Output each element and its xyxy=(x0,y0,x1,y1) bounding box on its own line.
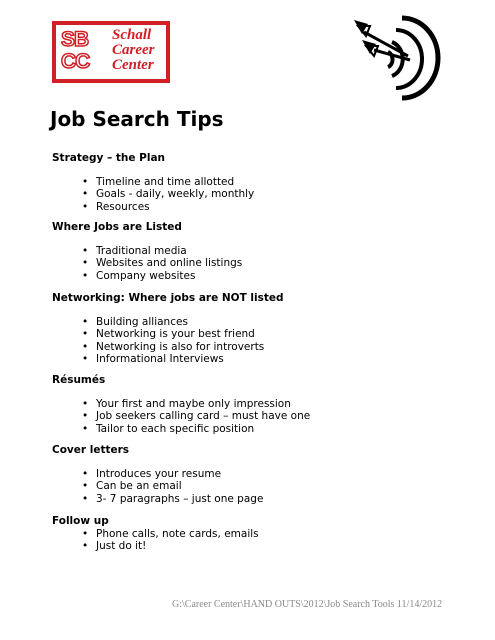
logo-word-career: Career xyxy=(112,42,155,58)
bullet-list xyxy=(52,398,452,435)
logo-word-center: Center xyxy=(112,57,154,73)
list-item: • Just do it! xyxy=(82,540,147,553)
logo-word-schall: Schall xyxy=(112,27,152,43)
section-heading: Networking: Where jobs are NOT listed xyxy=(52,292,284,304)
list-item: • Job seekers calling card – must have one xyxy=(82,410,311,423)
section-networking xyxy=(52,291,452,365)
section-strategy xyxy=(52,151,452,213)
list-item: • Traditional media xyxy=(82,245,187,257)
bullet-list xyxy=(52,528,452,553)
section-heading: Résumés xyxy=(52,374,106,386)
target-with-darts-icon xyxy=(350,12,442,102)
section-resumes xyxy=(52,373,452,435)
bullet-list xyxy=(52,176,452,213)
list-item: • Introduces your resume xyxy=(82,468,222,480)
section-cover-letters xyxy=(52,443,452,505)
list-item: • Timeline and time allotted xyxy=(82,176,235,188)
list-item: • Building alliances xyxy=(82,316,188,328)
bullet-list xyxy=(52,245,452,282)
list-item: • 3- 7 paragraphs – just one page xyxy=(82,492,264,505)
list-item: • Can be an email xyxy=(82,480,182,493)
bullet-list xyxy=(52,316,452,365)
footer-file-path: G:\Career Center\HAND OUTS\2012\Job Search Tools 11/14/2012 xyxy=(172,599,443,610)
list-item: • Your first and maybe only impression xyxy=(82,398,291,410)
section-heading: Where Jobs are Listed xyxy=(52,221,182,233)
section-heading: Strategy – the Plan xyxy=(52,152,166,164)
page-title: Job Search Tips xyxy=(50,107,224,131)
list-item: • Websites and online listings xyxy=(82,257,243,270)
list-item: • Goals - daily, weekly, monthly xyxy=(82,188,255,201)
section-heading: Follow up xyxy=(52,515,109,527)
logo xyxy=(52,21,170,83)
list-item: • Networking is also for introverts xyxy=(82,340,265,353)
section-where-jobs-listed xyxy=(52,220,452,282)
list-item: • Tailor to each specific position xyxy=(82,422,255,435)
section-heading: Cover letters xyxy=(52,444,130,456)
list-item: • Informational Interviews xyxy=(82,352,224,365)
section-follow-up xyxy=(52,514,452,553)
logo-letters-sb: SB xyxy=(61,28,89,51)
list-item: • Resources xyxy=(82,200,150,213)
list-item: • Phone calls, note cards, emails xyxy=(82,528,259,540)
list-item: • Networking is your best friend xyxy=(82,328,255,341)
bullet-list xyxy=(52,468,452,505)
logo-letters-cc: CC xyxy=(61,50,90,73)
list-item: • Company websites xyxy=(82,269,196,282)
